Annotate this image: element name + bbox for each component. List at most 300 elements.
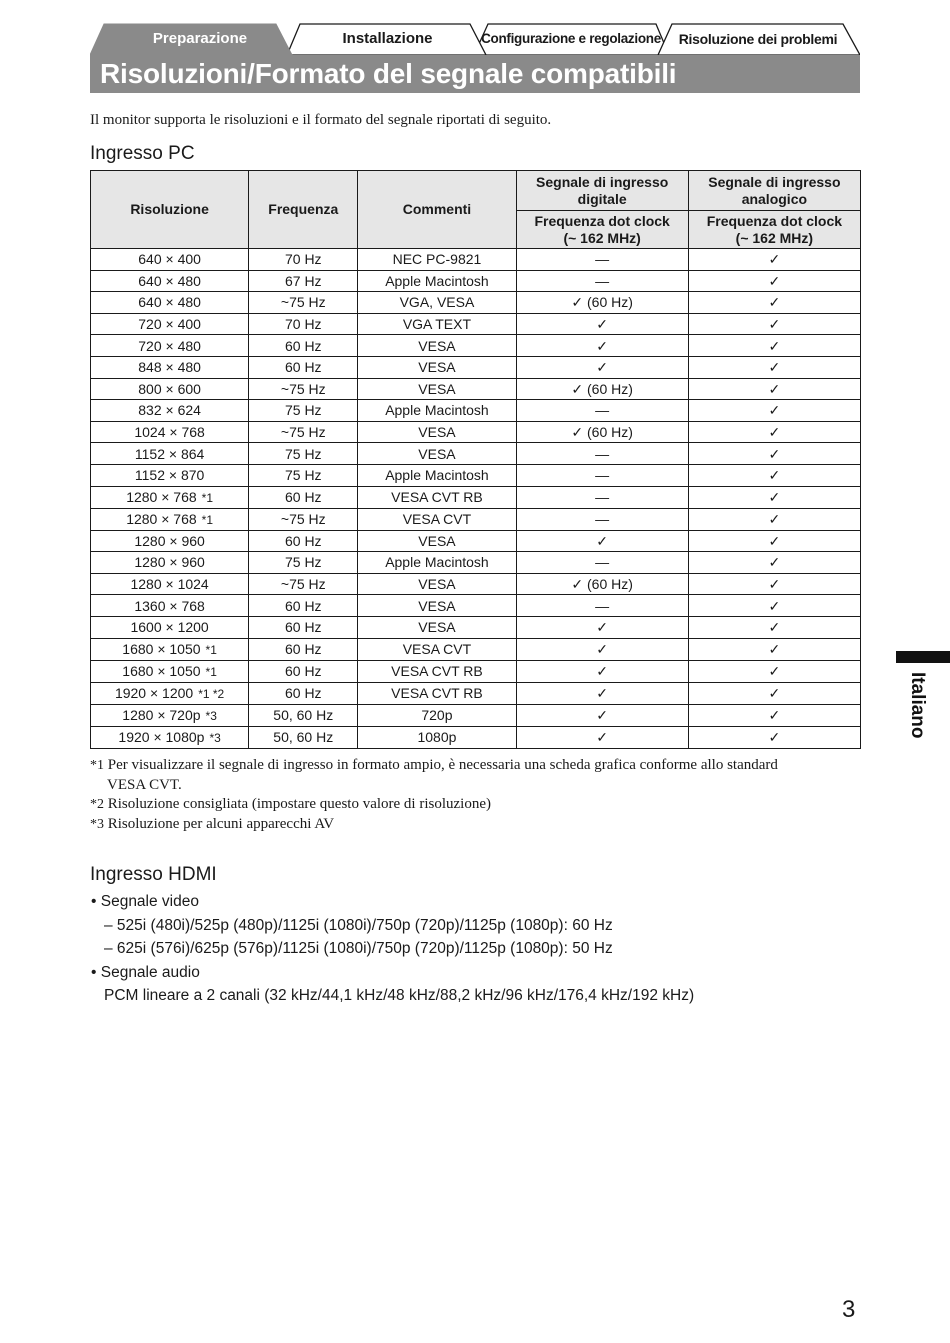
header-resolution: Risoluzione [91, 171, 249, 249]
cell-resolution-text: 640 × 480 [138, 294, 201, 311]
cell-analog-text: ✓ [768, 337, 781, 354]
cell-analog-text: ✓ [768, 576, 781, 593]
hdmi-video-label: Segnale video [100, 893, 199, 910]
cell-comment [358, 530, 516, 552]
hdmi-audio-item: • Segnale audio [91, 963, 200, 981]
cell-frequency-text: ~75 Hz [280, 380, 326, 397]
table-row [91, 682, 861, 704]
cell-digital [516, 595, 688, 617]
cell-digital [516, 682, 688, 704]
cell-analog [688, 530, 860, 552]
cell-frequency [249, 573, 358, 595]
cell-comment [358, 292, 516, 314]
cell-comment [358, 313, 516, 335]
footnote-1-cont: VESA CVT. [107, 776, 182, 793]
cell-resolution-footnote: *1 [205, 642, 217, 657]
tab-installazione[interactable]: Installazione [342, 30, 433, 47]
cell-comment-text: VESA [418, 576, 456, 593]
cell-resolution [91, 270, 249, 292]
cell-frequency [249, 400, 358, 422]
table-row [91, 660, 861, 682]
cell-frequency-text: 60 Hz [284, 489, 322, 506]
table-row [91, 292, 861, 314]
cell-comment-text: Apple Macintosh [385, 402, 489, 419]
cell-digital [516, 421, 688, 443]
title-bar [90, 55, 860, 93]
table-row [91, 530, 861, 552]
cell-comment-text: VESA [418, 424, 456, 441]
cell-digital-text: ✓ (60 Hz) [571, 294, 633, 311]
cell-digital [516, 508, 688, 530]
cell-frequency [249, 313, 358, 335]
page-title: Risoluzioni/Formato del segnale compatibili [100, 58, 677, 89]
hdmi-list [90, 890, 694, 1008]
cell-analog-text: ✓ [768, 619, 781, 636]
cell-analog [688, 464, 860, 486]
cell-resolution [91, 464, 249, 486]
cell-comment [358, 682, 516, 704]
table-row [91, 638, 861, 660]
cell-digital [516, 464, 688, 486]
cell-frequency [249, 464, 358, 486]
cell-digital-text: — [595, 272, 610, 289]
cell-analog-text: ✓ [768, 597, 781, 614]
cell-resolution-text: 1280 × 960 [134, 532, 205, 549]
cell-frequency-text: ~75 Hz [280, 424, 326, 441]
cell-digital [516, 270, 688, 292]
cell-analog [688, 378, 860, 400]
cell-comment [358, 704, 516, 726]
header-analog-clock [688, 211, 860, 249]
cell-resolution-text: 1920 × 1080p [118, 728, 205, 745]
cell-analog [688, 638, 860, 660]
cell-digital-text: ✓ [596, 359, 609, 376]
cell-frequency-text: 75 Hz [284, 467, 322, 484]
cell-frequency [249, 726, 358, 748]
cell-analog [688, 704, 860, 726]
cell-comment-text: VESA CVT [402, 511, 472, 528]
cell-digital [516, 313, 688, 335]
cell-comment [358, 573, 516, 595]
cell-resolution-footnote: *1 [201, 490, 213, 505]
cell-resolution-text: 640 × 480 [138, 272, 201, 289]
language-tab-label[interactable]: Italiano [907, 672, 928, 739]
cell-comment-text: VESA [418, 532, 456, 549]
cell-analog [688, 270, 860, 292]
cell-resolution [91, 704, 249, 726]
cell-frequency [249, 378, 358, 400]
footnote-3-mark: *3 [90, 816, 104, 832]
table-row [91, 573, 861, 595]
cell-comment-text: Apple Macintosh [385, 554, 489, 571]
hdmi-video-item: • Segnale video [91, 893, 199, 910]
header-analog-clock-label: Frequenza dot clock (~ 162 MHz) [706, 212, 843, 246]
cell-frequency-text: 50, 60 Hz [273, 707, 334, 723]
section-tabs [90, 21, 860, 55]
cell-analog-text: ✓ [768, 402, 781, 419]
cell-comment-text: VESA [418, 445, 456, 462]
cell-digital-text: ✓ [596, 641, 609, 657]
cell-digital-text: — [595, 251, 610, 268]
cell-analog-text: ✓ [768, 294, 781, 311]
header-comments: Commenti [358, 171, 516, 249]
cell-resolution [91, 638, 249, 660]
cell-analog [688, 616, 860, 638]
footnote-2 [90, 795, 850, 815]
cell-comment [358, 638, 516, 660]
cell-analog-text: ✓ [768, 685, 781, 701]
cell-resolution [91, 595, 249, 617]
header-frequency: Frequenza [249, 171, 358, 249]
cell-digital-text: ✓ [596, 685, 609, 701]
cell-frequency [249, 508, 358, 530]
table-row [91, 335, 861, 357]
cell-analog [688, 335, 860, 357]
footnotes [90, 756, 850, 834]
cell-digital-text: — [595, 402, 610, 419]
cell-analog [688, 292, 860, 314]
cell-comment [358, 464, 516, 486]
cell-resolution-text: 720 × 480 [138, 337, 201, 354]
cell-frequency-text: 60 Hz [284, 532, 322, 549]
cell-digital-text: — [595, 445, 610, 462]
cell-analog [688, 356, 860, 378]
cell-resolution-text: 1680 × 1050 [122, 640, 201, 657]
footnote-1-mark: *1 [90, 758, 104, 773]
table-row [91, 378, 861, 400]
resolution-table [90, 170, 861, 749]
cell-analog-text: ✓ [768, 489, 781, 506]
cell-frequency [249, 443, 358, 465]
cell-analog [688, 660, 860, 682]
cell-digital-text: ✓ [596, 532, 609, 549]
cell-comment [358, 443, 516, 465]
cell-frequency-text: ~75 Hz [280, 294, 326, 311]
cell-frequency [249, 421, 358, 443]
cell-digital-text: — [595, 597, 610, 614]
cell-resolution-footnote: *3 [205, 708, 217, 723]
cell-resolution [91, 443, 249, 465]
cell-resolution [91, 378, 249, 400]
cell-digital [516, 292, 688, 314]
footnote-3-text: Risoluzione per alcuni apparecchi AV [107, 815, 335, 832]
cell-frequency [249, 356, 358, 378]
cell-resolution-text: 832 × 624 [138, 402, 201, 419]
cell-analog-text: ✓ [768, 380, 781, 397]
cell-digital [516, 335, 688, 357]
cell-resolution-text: 1680 × 1050 [122, 662, 201, 679]
cell-digital [516, 552, 688, 574]
cell-resolution [91, 292, 249, 314]
cell-comment [358, 356, 516, 378]
cell-analog [688, 508, 860, 530]
header-analog [688, 171, 860, 211]
cell-frequency [249, 249, 358, 271]
cell-comment [358, 378, 516, 400]
cell-comment-text: VESA CVT RB [391, 685, 483, 701]
cell-resolution-text: 1280 × 960 [134, 554, 205, 571]
cell-comment [358, 335, 516, 357]
cell-digital [516, 356, 688, 378]
cell-frequency-text: ~75 Hz [280, 511, 326, 528]
cell-resolution-text: 1360 × 768 [134, 597, 205, 614]
cell-analog-text: ✓ [768, 729, 781, 745]
cell-comment [358, 616, 516, 638]
table-row [91, 421, 861, 443]
cell-comment [358, 270, 516, 292]
table-row [91, 552, 861, 574]
cell-resolution [91, 552, 249, 574]
table-row [91, 486, 861, 508]
cell-comment-text: VESA CVT RB [391, 489, 483, 506]
cell-digital-text: — [595, 489, 610, 506]
footnote-1-text: Per visualizzare il segnale di ingresso in formato ampio, è necessaria una scheda grafica conforme allo standard [107, 757, 778, 773]
table-body [91, 249, 861, 749]
cell-frequency-text: 70 Hz [284, 316, 322, 333]
cell-digital-text: ✓ [596, 663, 609, 679]
hdmi-video-line-2: – 625i (576i)/625p (576p)/1125i (1080i)/750p (720p)/1125p (1080p): 50 Hz [104, 940, 613, 958]
cell-analog-text: ✓ [768, 272, 781, 289]
cell-comment-text: Apple Macintosh [385, 272, 489, 289]
cell-resolution-text: 1152 × 870 [134, 467, 205, 484]
cell-comment-text: VESA [418, 359, 456, 376]
cell-frequency-text: 75 Hz [284, 445, 322, 462]
cell-frequency [249, 660, 358, 682]
cell-resolution [91, 421, 249, 443]
cell-comment-text: VGA TEXT [402, 316, 472, 333]
cell-resolution-text: 800 × 600 [138, 380, 201, 397]
cell-digital [516, 400, 688, 422]
cell-frequency-text: 70 Hz [284, 251, 322, 268]
table-row [91, 508, 861, 530]
footnote-1 [90, 756, 850, 776]
cell-analog-text: ✓ [768, 641, 781, 657]
cell-analog [688, 682, 860, 704]
cell-analog [688, 486, 860, 508]
cell-resolution [91, 508, 249, 530]
cell-comment-text: VESA CVT [402, 641, 472, 657]
cell-analog [688, 421, 860, 443]
cell-frequency [249, 292, 358, 314]
cell-resolution-footnote: *3 [209, 730, 221, 745]
hdmi-audio-line: PCM lineare a 2 canali (32 kHz/44,1 kHz/48 kHz/88,2 kHz/96 kHz/176,4 kHz/192 kHz) [104, 987, 695, 1005]
cell-comment [358, 421, 516, 443]
cell-digital [516, 573, 688, 595]
cell-resolution-text: 1920 × 1200 [114, 684, 194, 701]
cell-analog-text: ✓ [768, 554, 781, 571]
cell-resolution-text: 1280 × 768 [126, 488, 197, 505]
cell-digital-text: ✓ [596, 316, 609, 333]
header-digital-clock [516, 211, 688, 249]
cell-resolution [91, 356, 249, 378]
cell-comment-text: VESA [418, 337, 456, 354]
cell-resolution [91, 616, 249, 638]
cell-analog [688, 443, 860, 465]
language-tab-marker [896, 651, 950, 663]
cell-digital-text: — [595, 467, 610, 484]
cell-resolution [91, 682, 249, 704]
table-row [91, 443, 861, 465]
cell-analog [688, 249, 860, 271]
cell-digital [516, 443, 688, 465]
cell-resolution-text: 1280 × 768 [126, 510, 197, 527]
cell-digital [516, 530, 688, 552]
cell-analog-text: ✓ [768, 445, 781, 462]
cell-comment [358, 552, 516, 574]
cell-frequency-text: 60 Hz [284, 359, 322, 376]
cell-resolution-text: 640 × 400 [138, 251, 201, 268]
cell-frequency [249, 682, 358, 704]
cell-analog-text: ✓ [768, 424, 781, 441]
table-row [91, 249, 861, 271]
cell-frequency-text: 67 Hz [284, 272, 322, 289]
cell-comment [358, 486, 516, 508]
cell-analog [688, 552, 860, 574]
tab-configurazione[interactable]: Configurazione e regolazione [481, 31, 661, 46]
cell-comment-text: Apple Macintosh [385, 467, 489, 484]
cell-resolution [91, 530, 249, 552]
cell-frequency-text: 60 Hz [284, 663, 322, 679]
cell-digital [516, 704, 688, 726]
cell-comment-text: VESA [418, 380, 456, 397]
cell-resolution [91, 573, 249, 595]
cell-resolution [91, 313, 249, 335]
cell-digital [516, 486, 688, 508]
cell-frequency [249, 638, 358, 660]
table-row [91, 616, 861, 638]
table-row [91, 313, 861, 335]
cell-analog-text: ✓ [768, 359, 781, 376]
cell-resolution [91, 335, 249, 357]
cell-frequency-text: 75 Hz [284, 554, 322, 571]
cell-digital-text: — [595, 554, 610, 571]
cell-comment-text: VESA CVT RB [391, 663, 483, 679]
pc-section-heading: Ingresso PC [90, 143, 195, 164]
cell-resolution-text: 1280 × 1024 [130, 576, 209, 593]
cell-resolution-footnote: *1 [201, 512, 213, 527]
footnote-2-mark: *2 [90, 797, 104, 812]
cell-comment-text: 1080p [417, 729, 457, 745]
cell-resolution-text: 1024 × 768 [134, 424, 205, 441]
cell-frequency-text: 60 Hz [284, 597, 322, 614]
cell-frequency [249, 270, 358, 292]
cell-digital-text: ✓ (60 Hz) [571, 576, 633, 593]
footnote-3 [90, 815, 850, 835]
cell-digital-text: ✓ [596, 729, 609, 745]
cell-analog-text: ✓ [768, 251, 781, 268]
cell-analog-text: ✓ [768, 511, 781, 528]
cell-resolution-text: 720 × 400 [138, 316, 201, 333]
cell-analog [688, 400, 860, 422]
cell-comment [358, 595, 516, 617]
table-row [91, 595, 861, 617]
table-row [91, 726, 861, 748]
cell-frequency-text: ~75 Hz [280, 576, 326, 593]
cell-digital-text: ✓ (60 Hz) [571, 424, 633, 441]
table-row [91, 356, 861, 378]
cell-frequency-text: 50, 60 Hz [273, 729, 334, 745]
cell-resolution [91, 486, 249, 508]
tab-risoluzione-problemi[interactable]: Risoluzione dei problemi [678, 31, 838, 47]
table-row [91, 464, 861, 486]
cell-digital [516, 660, 688, 682]
cell-analog [688, 726, 860, 748]
cell-comment-text: 720p [421, 707, 453, 723]
header-analog-label: Segnale di ingresso analogico [708, 173, 841, 207]
cell-frequency [249, 552, 358, 574]
tab-preparazione[interactable]: Preparazione [152, 30, 248, 47]
cell-digital [516, 638, 688, 660]
cell-analog [688, 595, 860, 617]
cell-comment-text: NEC PC-9821 [392, 251, 482, 268]
cell-comment-text: VESA [418, 597, 456, 614]
intro-text: Il monitor supporta le risoluzioni e il formato del segnale riportati di seguito. [90, 112, 552, 128]
hdmi-section-heading: Ingresso HDMI [90, 864, 217, 885]
header-digital [516, 171, 688, 211]
cell-resolution-footnote: *1 [205, 664, 217, 679]
cell-analog-text: ✓ [768, 467, 781, 484]
cell-frequency [249, 335, 358, 357]
table-row [91, 400, 861, 422]
cell-frequency-text: 60 Hz [284, 641, 322, 657]
cell-frequency-text: 75 Hz [284, 402, 322, 419]
cell-comment-text: VGA, VESA [399, 294, 475, 311]
cell-digital-text: ✓ [596, 337, 609, 354]
cell-frequency [249, 486, 358, 508]
cell-digital-text: — [595, 511, 610, 528]
cell-analog-text: ✓ [768, 316, 781, 333]
cell-comment [358, 726, 516, 748]
cell-resolution-footnote: *1 *2 [198, 686, 225, 701]
cell-analog-text: ✓ [768, 532, 781, 549]
cell-frequency-text: 60 Hz [284, 619, 322, 636]
cell-analog [688, 573, 860, 595]
cell-digital-text: ✓ (60 Hz) [571, 380, 633, 397]
header-digital-clock-label: Frequenza dot clock (~ 162 MHz) [534, 212, 670, 246]
cell-comment-text: VESA [418, 619, 456, 636]
cell-comment [358, 249, 516, 271]
footnote-2-text: Risoluzione consigliata (impostare questo valore di risoluzione) [107, 796, 491, 812]
cell-frequency [249, 616, 358, 638]
cell-analog [688, 313, 860, 335]
cell-comment [358, 660, 516, 682]
page-number: 3 [842, 1296, 856, 1323]
table-row [91, 270, 861, 292]
cell-digital [516, 616, 688, 638]
cell-resolution [91, 660, 249, 682]
cell-frequency-text: 60 Hz [284, 685, 322, 701]
cell-resolution [91, 726, 249, 748]
cell-digital [516, 726, 688, 748]
hdmi-audio-label: Segnale audio [100, 963, 200, 981]
header-digital-label: Segnale di ingresso digitale [536, 173, 669, 207]
cell-resolution-text: 1152 × 864 [134, 445, 205, 462]
cell-digital [516, 249, 688, 271]
cell-frequency [249, 530, 358, 552]
cell-analog-text: ✓ [768, 663, 781, 679]
table-row [91, 704, 861, 726]
cell-frequency [249, 595, 358, 617]
hdmi-video-line-1: – 525i (480i)/525p (480p)/1125i (1080i)/750p (720p)/1125p (1080p): 60 Hz [104, 916, 613, 934]
cell-analog-text: ✓ [768, 707, 781, 723]
cell-digital-text: ✓ [596, 707, 609, 723]
cell-resolution-text: 848 × 480 [138, 359, 201, 376]
cell-resolution [91, 400, 249, 422]
cell-comment [358, 508, 516, 530]
cell-frequency [249, 704, 358, 726]
cell-resolution [91, 249, 249, 271]
cell-digital [516, 378, 688, 400]
